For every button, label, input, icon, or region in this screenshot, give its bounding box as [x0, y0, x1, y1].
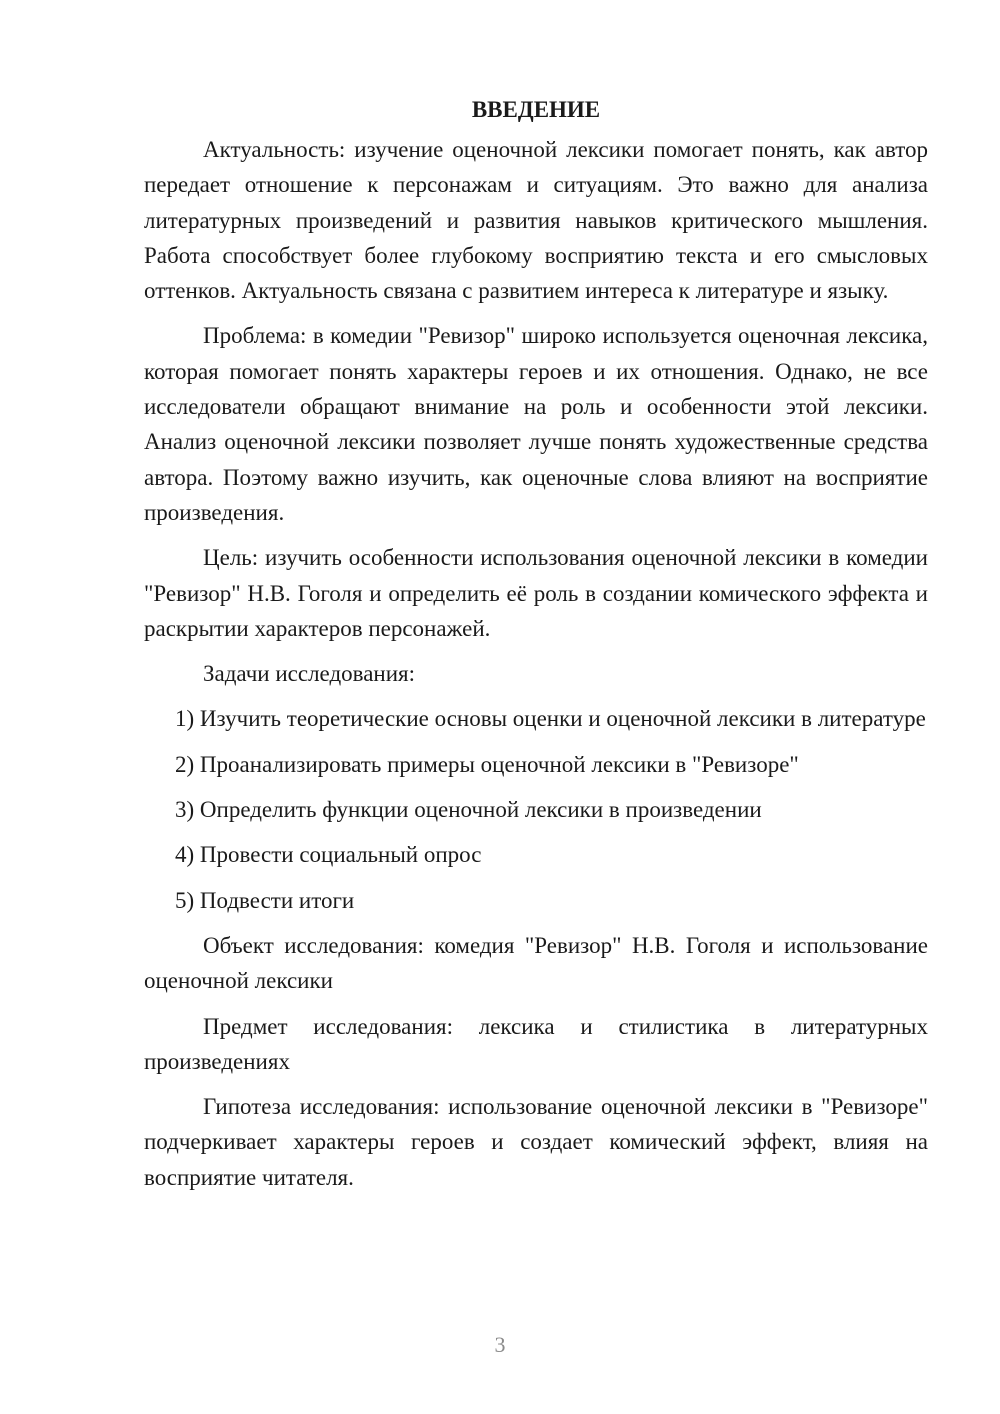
- task-item: 4) Провести социальный опрос: [175, 842, 482, 868]
- task-item: 1) Изучить теоретические основы оценки и оценочной лексики в литературе: [175, 706, 926, 732]
- problem-paragraph: Проблема: в комедии "Ревизор" широко используется оценочная лексика, которая помогает понять характеры героев и их отношения. Однако, не все исследователи обращают внимание на роль и особенности этой лексики. Анализ оценочной лексики позволяет лучше понять художественные средства автора. Поэтому важно изучить, как оценочные слова влияют на восприятие произведения.: [144, 323, 928, 525]
- relevance-paragraph: Актуальность: изучение оценочной лексики помогает понять, как автор передает отношение к персонажам и ситуациям. Это важно для анализа литературных произведений и развития навыков критического мышления. Работа способствует более глубокому восприятию текста и его смысловых оттенков. Актуальность связана с развитием интереса к литературе и языку.: [144, 137, 928, 304]
- subject-paragraph: Предмет исследования: лексика и стилистика в литературных произведениях: [144, 1013, 928, 1074]
- goal-paragraph: Цель: изучить особенности использования оценочной лексики в комедии "Ревизор" Н.В. Гоголя и определить её роль в создании комического эффекта и раскрытии характеров персонажей.: [144, 545, 928, 641]
- task-item: 2) Проанализировать примеры оценочной лексики в "Ревизоре": [175, 751, 799, 777]
- task-item: 5) Подвести итоги: [175, 887, 355, 913]
- section-heading: ВВЕДЕНИЕ: [471, 97, 601, 122]
- tasks-list: [144, 701, 928, 917]
- object-paragraph: Объект исследования: комедия "Ревизор" Н.В. Гоголя и использование оценочной лексики: [144, 932, 928, 994]
- document-page: [144, 92, 928, 1205]
- task-item: 3) Определить функции оценочной лексики в произведении: [175, 797, 762, 823]
- hypothesis-paragraph: Гипотеза исследования: использование оценочной лексики в "Ревизоре" подчеркивает характеры героев и создает комический эффект, влияя на восприятие читателя.: [144, 1094, 928, 1190]
- page-number: 3: [494, 1332, 506, 1357]
- tasks-title: Задачи исследования:: [203, 661, 416, 687]
